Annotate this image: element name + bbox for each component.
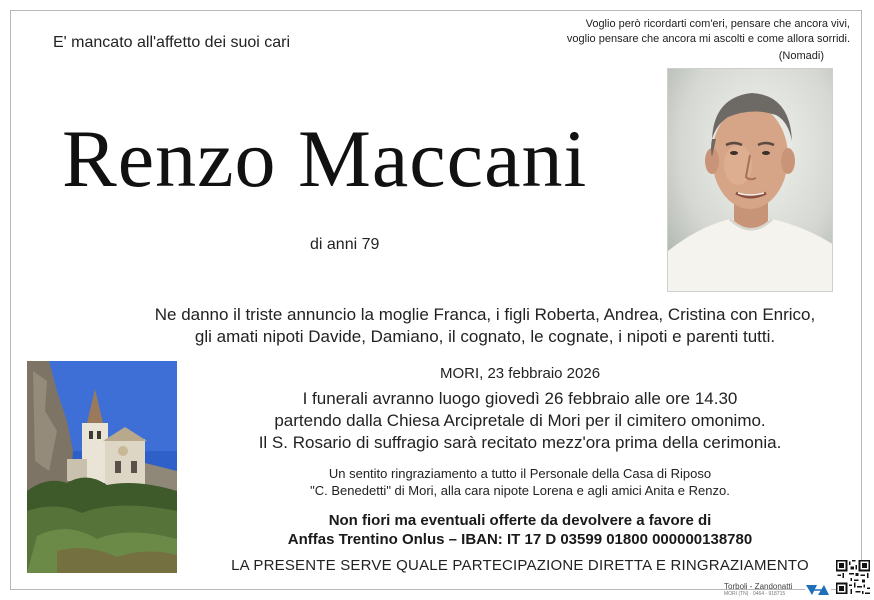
announcement-line: Ne danno il triste annuncio la moglie Franca, i figli Roberta, Andrea, Cristina con Enrico, [154,305,816,324]
funeral-home-contact: MORI (TN) · 0464 - 918715 [724,591,786,597]
thanks-text [200,465,840,499]
announcement [130,304,840,348]
announcement-line: gli amati nipoti Davide, Damiano, il cognato, le cognate, i nipoti e parenti tutti. [194,327,776,346]
closing-statement: LA PRESENTE SERVE QUALE PARTECIPAZIONE DIRETTA E RINGRAZIAMENTO [231,557,809,574]
funeral-line: partendo dalla Chiesa Arcipretale di Mori per il cimitero omonimo. [274,411,766,430]
church-image [27,361,177,573]
funeral-home-logo-icon [805,583,831,597]
portrait-image [668,69,833,292]
intro-text: E' mancato all'affetto dei suoi cari [53,34,291,51]
funeral-home-name: Torboli - Zandonatti [724,582,793,591]
donation-line: Anffas Trentino Onlus – IBAN: IT 17 D 03599 01800 000000138780 [287,531,753,548]
funeral-details [200,388,840,454]
donation-notice [200,511,840,549]
deceased-name: Renzo Maccani [62,113,588,204]
deceased-age: di anni 79 [310,236,380,253]
quote-block [530,17,850,64]
funeral-line: Il S. Rosario di suffragio sarà recitato mezz'ora prima della cerimonia. [258,433,782,452]
donation-line: Non fiori ma eventuali offerte da devolvere a favore di [328,512,712,529]
quote-line: Voglio però ricordarti com'eri, pensare che ancora vivi, [585,18,850,30]
thanks-line: "C. Benedetti" di Mori, alla cara nipote Lorena e agli amici Anita e Renzo. [310,483,730,498]
portrait-photo [667,68,833,292]
quote-line: voglio pensare che ancora mi ascolti e come allora sorridi. [566,33,850,45]
funeral-line: I funerali avranno luogo giovedì 26 febbraio alle ore 14.30 [302,389,738,408]
quote-author: (Nomadi) [778,50,824,62]
funeral-home-credit [724,582,792,597]
place-date: MORI, 23 febbraio 2026 [439,365,601,382]
church-photo [27,361,177,573]
qr-code-icon[interactable] [836,560,870,594]
thanks-line: Un sentito ringraziamento a tutto il Personale della Casa di Riposo [328,466,712,481]
